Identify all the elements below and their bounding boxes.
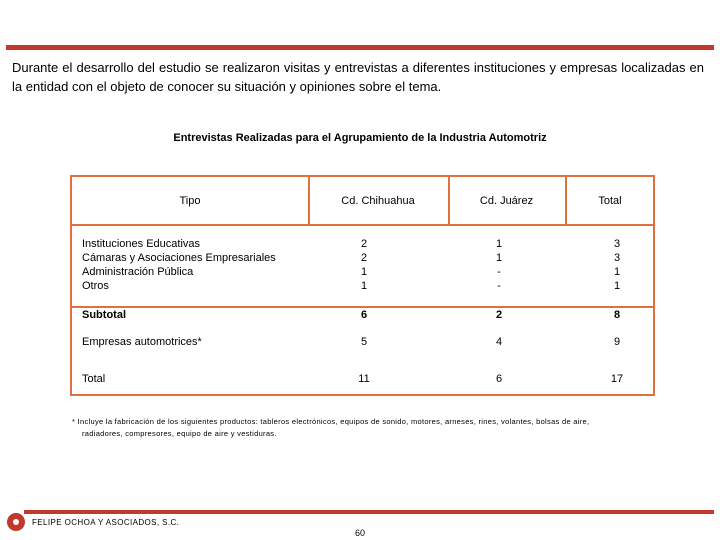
page-number: 60 [354,528,365,538]
footnote-line-1: * Incluye la fabricación de los siguientes productos: tableros electrónicos, equipos de sonido, motores, arneses, rines, volantes, bolsas de aire, [72,417,590,426]
empresas-label: Empresas automotrices* [82,336,202,348]
cell-value: 1 [495,252,503,264]
top-rule [6,45,714,50]
group-labels [82,237,276,293]
group-total [597,237,637,293]
row-label: Administración Pública [82,266,194,278]
header-juarez: Cd. Juárez [479,195,534,207]
empresas-chihuahua: 5 [360,336,368,348]
total-juarez: 6 [495,373,503,385]
row-rule [72,306,653,308]
cell-value: 2 [360,238,368,250]
cell-value: 3 [613,252,621,264]
bottom-rule [24,510,714,514]
header-chihuahua: Cd. Chihuahua [341,195,415,207]
intro-line-2: localizadas en la entidad con el objeto de conocer su situación y opiniones sobre el tema. [12,60,705,94]
empresas-total: 9 [613,336,621,348]
subtotal-total: 8 [613,309,621,321]
cell-value: 1 [613,266,621,278]
cell-value: 1 [495,238,503,250]
footnote [72,416,662,440]
header-tipo: Tipo [179,195,201,207]
cell-value: 2 [360,252,368,264]
subtotal-label: Subtotal [82,309,126,321]
row-label: Cámaras y Asociaciones Empresariales [82,252,276,264]
subtotal-juarez: 2 [495,309,503,321]
subtotal-chihuahua: 6 [360,309,368,321]
header-rule [72,224,653,226]
cell-value: - [497,266,501,278]
cell-value: - [497,280,501,292]
total-total: 17 [610,373,624,385]
group-chihuahua [344,237,384,293]
intro-paragraph [12,58,704,96]
row-label: Otros [82,280,109,292]
total-label: Total [82,373,106,385]
empresas-juarez: 4 [495,336,503,348]
header-total: Total [598,195,622,207]
cell-value: 1 [360,280,368,292]
interviews-table [70,175,655,396]
footnote-line-2: radiadores, compresores, equipo de aire y vestiduras. [82,429,277,438]
total-chihuahua: 11 [358,373,370,385]
row-label: Instituciones Educativas [82,238,201,250]
group-juarez [479,237,519,293]
table-title: Entrevistas Realizadas para el Agrupamiento de la Industria Automotriz [173,132,547,144]
cell-value: 1 [360,266,368,278]
company-name: FELIPE OCHOA Y ASOCIADOS, S.C. [32,518,180,527]
intro-line-1: Durante el desarrollo del estudio se realizaron visitas y entrevistas a diferentes instituciones y empresas [12,60,618,75]
cell-value: 1 [613,280,621,292]
cell-value: 3 [613,238,621,250]
